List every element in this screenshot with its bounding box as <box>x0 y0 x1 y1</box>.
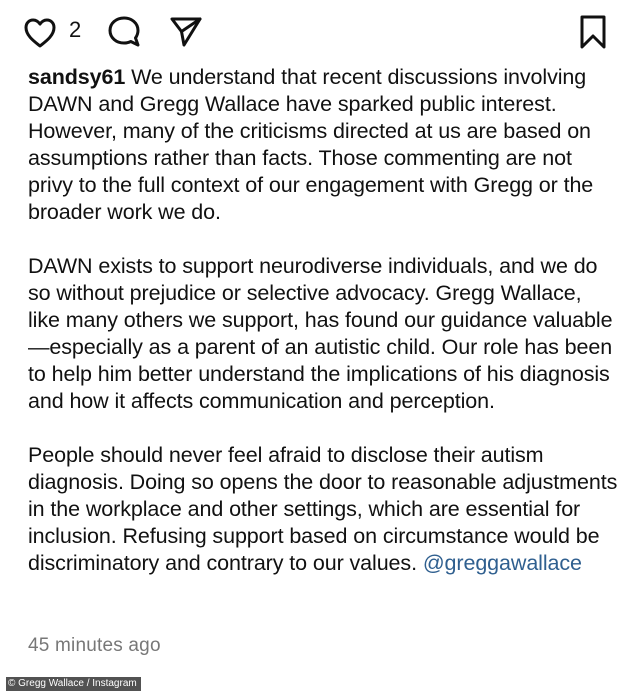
mention-link[interactable]: @greggawallace <box>422 551 582 575</box>
save-button[interactable] <box>573 12 613 52</box>
like-count[interactable]: 2 <box>69 17 82 42</box>
caption-text-3: People should never feel afraid to disclose their autism diagnosis. Doing so opens the door to reasonable adjustments in the workplace and other settings, which are essential for inclusion. Refusing support based on circumstance would be discriminatory and contrary to our values. <box>28 443 618 575</box>
username-link[interactable]: sandsy61 <box>28 65 126 89</box>
image-credit-bar <box>0 670 634 697</box>
caption-paragraph-2 <box>28 253 618 415</box>
caption-text-2: DAWN exists to support neurodiverse individuals, and we do so without prejudice or selective advocacy. Gregg Wallace, like many others we support, has found our guidance valuable—especially as a parent of an autistic child. Our role has been to help him better understand the implications of his diagnosis and how it affects communication and perception. <box>28 254 613 413</box>
comment-icon <box>107 15 141 49</box>
image-credit: © Gregg Wallace / Instagram <box>6 677 141 691</box>
send-icon <box>169 15 203 49</box>
paragraph-spacer <box>28 226 618 253</box>
post-timestamp: 45 minutes ago <box>28 635 161 656</box>
post-caption <box>28 64 618 577</box>
caption-paragraph-1 <box>28 64 618 226</box>
paragraph-spacer <box>28 415 618 442</box>
caption-paragraph-3 <box>28 442 618 577</box>
like-button[interactable] <box>20 12 60 52</box>
post-actions-bar <box>0 0 634 62</box>
caption-text-1: We understand that recent discussions involving DAWN and Gregg Wallace have sparked public interest. However, many of the criticisms directed at us are based on assumptions rather than facts. Those commenting are not privy to the full context of our engagement with Gregg or the broader work we do. <box>28 65 594 224</box>
heart-icon <box>23 17 57 48</box>
share-button[interactable] <box>166 12 206 52</box>
comment-button[interactable] <box>104 12 144 52</box>
bookmark-icon <box>578 14 608 50</box>
